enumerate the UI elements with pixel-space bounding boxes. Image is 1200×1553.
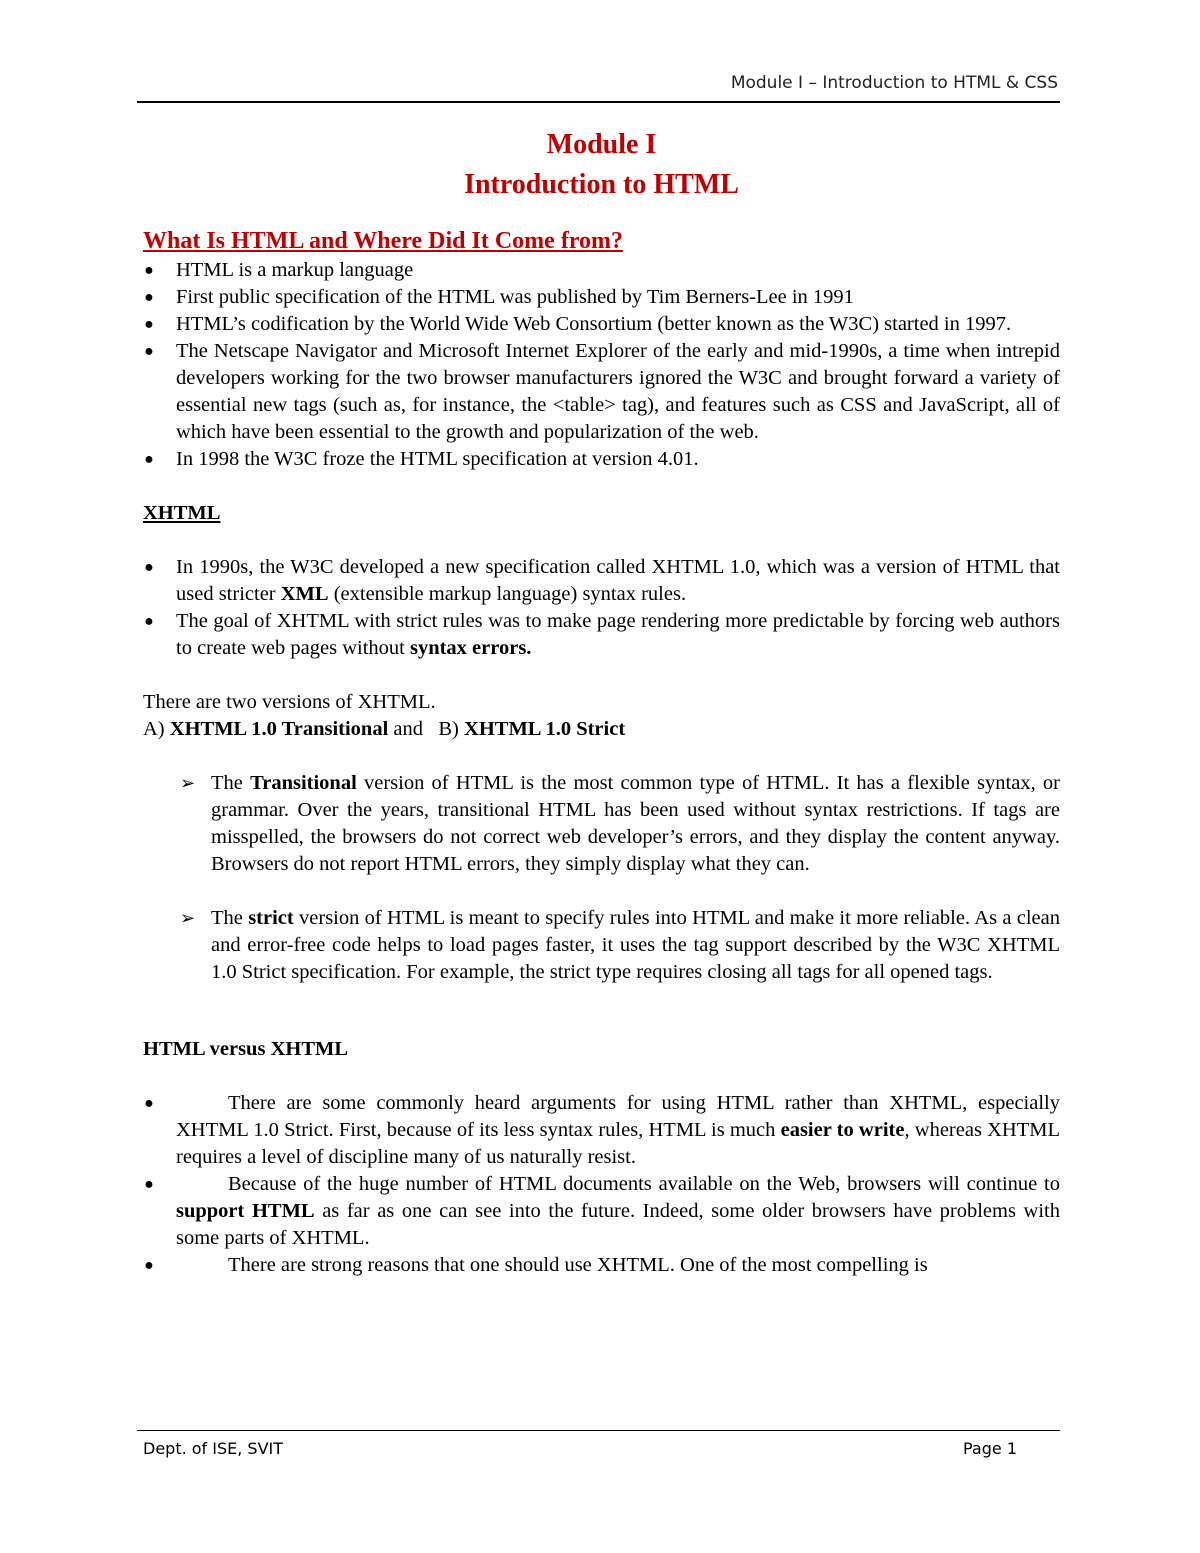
module-subtitle: Introduction to HTML (464, 169, 739, 200)
list-item-transitional: ➢ The Transitional version of HTML is the most common type of HTML. It has a flexible syntax, or grammar. Over the years, transitional HTML has been used without syntax restrictions. If tags are misspelled, the browsers do not correct web developer’s errors, and they display the content anyway. Browsers do not report HTML errors, they simply display what they can. (180, 772, 1060, 875)
list-item: ● The Netscape Navigator and Microsoft Internet Explorer of the early and mid-1990s, a time when intrepid developers working for the two browser manufacturers ignored the W3C and brought forward a variety of essential new tags (such as, for instance, the <table> tag), and features such as CSS and JavaScript, all of which have been essential to the growth and popularization of the web. (144, 340, 1060, 443)
list-item: ● First public specification of the HTML was published by Tim Berners-Lee in 1991 (143, 284, 1060, 311)
header-rule (137, 101, 1060, 103)
arrow-bullet-icon: ➢ (180, 773, 196, 793)
list-item: ● Because of the huge number of HTML documents available on the Web, browsers will continue to support HTML as far as one can see into the future. Indeed, some older browsers have problems with some parts of XHTML. (144, 1173, 1060, 1249)
list-item: ● There are strong reasons that one should use XHTML. One of the most compelling is (143, 1252, 1060, 1279)
arrow-bullet-icon: ➢ (180, 908, 196, 928)
bullet-icon: ● (144, 289, 154, 306)
footer-department: Dept. of ISE, SVIT (143, 1439, 284, 1458)
section-heading-html-origin: What Is HTML and Where Did It Come from? (143, 228, 624, 254)
bullet-icon: ● (144, 1095, 154, 1112)
xhtml-list (143, 554, 1060, 662)
footer-rule (137, 1430, 1060, 1431)
bullet-icon: ● (144, 451, 154, 468)
bullet-icon: ● (144, 343, 154, 360)
module-title: Module I (546, 129, 657, 160)
list-item: ● In 1990s, the W3C developed a new specification called XHTML 1.0, which was a version of HTML that used stricter XML (extensible markup language) syntax rules. (144, 556, 1060, 605)
list-item: ● HTML is a markup language (143, 257, 1060, 284)
versions-line: A) XHTML 1.0 Transitional and B) XHTML 1.0 Strict (143, 718, 626, 740)
versions-intro: There are two versions of XHTML. (143, 691, 436, 713)
bullet-icon: ● (144, 1176, 154, 1193)
section-heading-xhtml: XHTML (143, 502, 221, 524)
bullet-icon: ● (144, 613, 154, 630)
list-item: ● HTML’s codification by the World Wide Web Consortium (better known as the W3C) started in 1997. (143, 311, 1060, 338)
running-header: Module I – Introduction to HTML & CSS (730, 73, 1058, 93)
page-content (143, 125, 1060, 1279)
list-item: ● The goal of XHTML with strict rules was to make page rendering more predictable by forcing web authors to create web pages without syntax errors. (144, 610, 1060, 659)
html-vs-xhtml-list (143, 1090, 1060, 1279)
list-item-strict: ➢ The strict version of HTML is meant to specify rules into HTML and make it more reliable. As a clean and error-free code helps to load pages faster, it uses the tag support described by the W3C XHTML 1.0 Strict specification. For example, the strict type requires closing all tags for all opened tags. (180, 907, 1060, 983)
bullet-icon: ● (144, 559, 154, 576)
bullet-icon: ● (144, 262, 154, 279)
section-heading-html-vs-xhtml: HTML versus XHTML (143, 1038, 349, 1060)
footer-page-number: Page 1 (963, 1439, 1017, 1458)
html-origin-list (143, 257, 1060, 473)
bullet-icon: ● (144, 1257, 154, 1274)
versions-detail-list (143, 770, 1060, 986)
list-item: ● In 1998 the W3C froze the HTML specification at version 4.01. (143, 446, 1060, 473)
bullet-icon: ● (144, 316, 154, 333)
list-item: ● There are some commonly heard arguments for using HTML rather than XHTML, especially XHTML 1.0 Strict. First, because of its less syntax rules, HTML is much easier to write, whereas XHTML requires a level of discipline many of us naturally resist. (144, 1092, 1060, 1168)
